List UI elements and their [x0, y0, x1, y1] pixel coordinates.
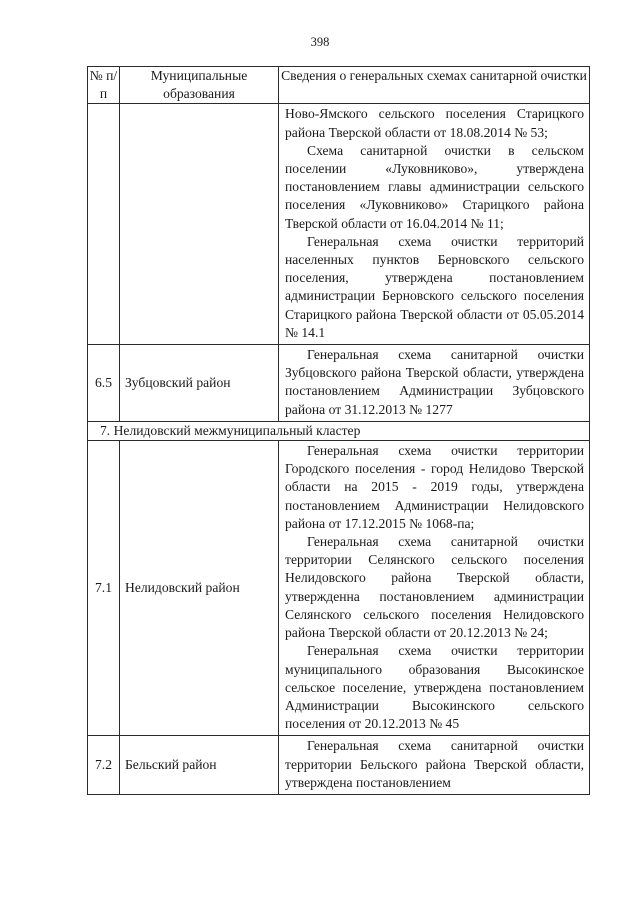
info-paragraph: Генеральная схема очистки территории муниципального образования Высокинское сельское поселение, утверждена постановлением Администрации Высокинского сельского поселения от 20.12.2013 № 45	[285, 643, 584, 732]
cell-municipality: Зубцовский район	[120, 345, 279, 422]
info-paragraph: Ново-Ямского сельского поселения Старицкого района Тверской области от 18.08.2014 № 53;	[285, 106, 584, 140]
cluster-heading: 7. Нелидовский межмуниципальный кластер	[88, 421, 590, 440]
table-row-7-2	[88, 736, 590, 795]
cell-info-continued	[279, 104, 590, 345]
cell-num: 7.2	[88, 736, 120, 795]
info-paragraph: Схема санитарной очистки в сельском поселении «Луковниково», утверждена постановлением главы администрации сельского поселения «Луковниково» Старицкого района Тверской области от 16.04.2014 № 11;	[285, 142, 584, 231]
cell-info	[279, 345, 590, 422]
cell-num: 6.5	[88, 345, 120, 422]
info-paragraph: Генеральная схема санитарной очистки Зубцовского района Тверской области, утверждена постановлением Администрации Зубцовского района от 31.12.2013 № 1277	[285, 347, 584, 417]
info-paragraph: Генеральная схема очистки территории Городского поселения - город Нелидово Тверской области на 2015 - 2019 годы, утверждена постановлением Администрации Нелидовского района от 17.12.2015 № 1068-па;	[285, 443, 584, 531]
page-number: 398	[310, 35, 330, 49]
header-municipality: Муниципальные образования	[120, 67, 279, 104]
info-paragraph: Генеральная схема санитарной очистки территории Селянского сельского поселения Нелидовского района Тверской области, утвержденна постановлением администрации Селянского сельского поселения Нелидовского района Тверской области от 20.12.2013 № 24;	[285, 534, 584, 641]
table-row-6-5	[88, 345, 590, 422]
table-row-7-1	[88, 441, 590, 736]
cell-municipality: Бельский район	[120, 736, 279, 795]
cell-num-empty	[88, 104, 120, 345]
info-paragraph: Генеральная схема очистки территорий населенных пунктов Берновского сельского поселения, утверждена постановлением администрации Берновского сельского поселения Старицкого района Тверской области от 05.05.2014 № 14.1	[285, 233, 584, 340]
sanitation-schemes-table	[87, 66, 590, 795]
info-paragraph: Генеральная схема санитарной очистки территории Бельского района Тверской области, утверждена постановлением	[285, 738, 584, 790]
cell-num: 7.1	[88, 441, 120, 736]
header-num: № п/п	[88, 67, 120, 104]
table-header-row	[88, 67, 590, 104]
cell-municipality: Нелидовский район	[120, 441, 279, 736]
cell-municipality-empty	[120, 104, 279, 345]
header-info: Сведения о генеральных схемах санитарной очистки	[279, 67, 590, 104]
table-row-continued	[88, 104, 590, 345]
cell-info	[279, 736, 590, 795]
cluster-row-7	[88, 421, 590, 440]
cell-info	[279, 441, 590, 736]
